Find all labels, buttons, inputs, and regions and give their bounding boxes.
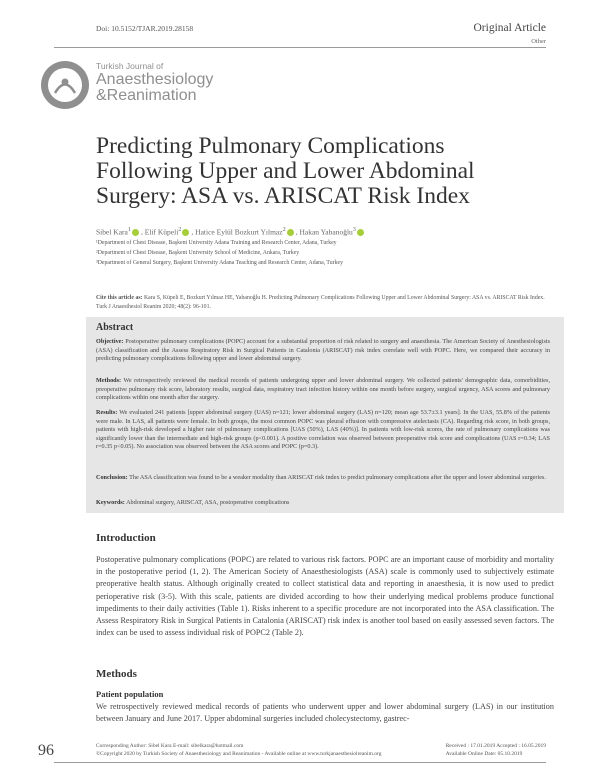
author-name: Elif Küpeli <box>144 227 179 237</box>
author-list: Sibel Kara$^1$ , Elif Küpeli$^2$ , Hatice Eylül Bozkurt Yılmaz$^2$ , Hakan Yabanoğlu$^3$ <box>96 226 556 237</box>
article-title: Predicting Pulmonary Complications Following Upper and Lower Abdominal Surgery: ASA vs. ARISCAT Risk Index <box>96 133 475 209</box>
conclusion-label: Conclusion: <box>96 474 128 481</box>
author-name: Hatice Eylül Bozkurt Yılmaz <box>195 227 283 237</box>
article-subtype: Other <box>531 38 546 45</box>
citation-text: Kara S, Küpeli E, Bozkurt Yılmaz HE, Yabanoğlu H. Predicting Pulmonary Complications Following Upper and Lower Abdominal Surgery: ASA vs. ARISCAT Risk Index. Turk J Anaesthesiol Reanim 2020; 48(2): 96-101. <box>96 295 545 310</box>
keywords-text: Abdominal surgery, ARISCAT, ASA, postoperative complications <box>126 499 290 506</box>
affiliation: ²Department of Chest Disease, Başkent University School of Medicine, Ankara, Turkey <box>96 250 300 256</box>
abstract-conclusion <box>96 474 550 483</box>
journal-name-line1: Turkish Journal of <box>96 61 164 71</box>
author-name: Hakan Yabanoğlu <box>299 227 353 237</box>
journal-name-line2: Anaesthesiology <box>96 70 214 88</box>
abstract-objective <box>96 338 550 364</box>
methods-text: We retrospectively reviewed the medical records of patients undergoing upper and lower abdominal surgery. We collected patients' demographic data, comorbidities, preoperative pulmonary risk score, laboratory results, surgical data, respiratory tract infection history within one month before surgery, surgical urgency, ASA scores and pulmonary complications within one month after the surgery. <box>96 377 551 401</box>
footer-divider <box>54 762 546 763</box>
citation-label: Cite this article as: <box>96 295 143 301</box>
author-affiliation-mark: 1 <box>127 226 131 233</box>
keywords-label: Keywords: <box>96 499 125 506</box>
journal-name-line3: &Reanimation <box>96 86 197 104</box>
results-text: We evaluated 241 patients [upper abdominal surgery (UAS) n=121; lower abdominal surgery (LAS) n=120; mean age 53.7±3.1 years]. In the UAS, 55.8% of the patients were male. In LAS, all patients were female. In both groups, the most common POPC was pleural effusion with compressive atelectasis (CA). Regarding risk score, in both groups, patients with high-risk developed a higher rate of pulmonary complications [UAS (50%), LAS (40%)]. In patients with low-risk scores, the rate of pulmonary complications was significantly lower than the intermediate and high-risk groups (p<0.001). A positive correlation was observed between preoperative risk score and complications (UAS r=0.34; LAS r=0.35 p<0.05). No association was observed between the ASA scores and POPC (p=0.3). <box>96 409 550 450</box>
methods-heading: Methods <box>96 668 137 680</box>
abstract-results <box>96 409 550 452</box>
online-date: Available Online Date: 05.10.2019 <box>445 751 523 757</box>
objective-label: Objective: <box>96 338 124 345</box>
doi: Doi: 10.5152/TJAR.2019.28158 <box>96 24 194 33</box>
abstract-methods <box>96 377 550 403</box>
results-label: Results: <box>96 409 118 416</box>
methods-label: Methods: <box>96 377 122 384</box>
orcid-icon[interactable] <box>357 229 364 236</box>
abstract-heading: Abstract <box>96 322 134 333</box>
author-name: Sibel Kara <box>96 227 128 237</box>
journal-logo-icon <box>38 58 92 112</box>
orcid-icon[interactable] <box>287 229 294 236</box>
author-affiliation-mark: 3 <box>352 226 356 233</box>
page-number: 96 <box>38 742 54 759</box>
patient-population-heading: Patient population <box>96 689 164 699</box>
footer-right <box>446 742 546 758</box>
received-dates: Received : 17.01.2019 Accepted : 16.05.2019 <box>445 743 546 749</box>
introduction-heading: Introduction <box>96 532 156 544</box>
article-type: Original Article <box>473 22 546 34</box>
citation <box>96 294 548 312</box>
author-affiliation-mark: 2 <box>178 226 182 233</box>
author-affiliation-mark: 2 <box>282 226 286 233</box>
corresponding-author: Corresponding Author: Sibel Kara E-mail: sibelkara@hotmail.com <box>96 743 244 749</box>
conclusion-text: The ASA classification was found to be a weaker modality than ARISCAT risk index to predict pulmonary complications after the upper and lower abdominal surgeries. <box>129 474 546 481</box>
introduction-text: Postoperative pulmonary complications (POPC) are related to various risk factors. POPC are an important cause of morbidity and mortality in the postoperative period (1, 2). The American Society of Anaesthesiologists (ASA) scale is commonly used to subjectively estimate preoperative health status. Although originally created to collect statistical data and reporting in anaesthesia, it is now used to predict perioperative risk (3-5). With this scale, patients are divided according to how their underlying medical problems produce functional impediments to their daily activities (Table 1). Risks inherent to a specific procedure are not incorporated into the ASA classification. The Assess Respiratory Risk in Surgical Patients in Catalonia (ARISCAT) risk index is another tool based on easily assessed seven factors. The index can be used to assess individual risk of POPC2 (Table 2). <box>96 555 554 638</box>
header-divider <box>54 47 546 48</box>
journal-name <box>96 62 213 104</box>
abstract-keywords <box>96 499 550 508</box>
objective-text: Postoperative pulmonary complications (POPC) account for a substantial proportion of risk related to surgery and anaesthesia. The American Society of Anesthesiologists (ASA) classification and the Assess Respiratory Risk in Surgical Patients in Catalonia (ARISCAT) risk index correlate well with POPC. Here, we compared their accuracy in predicting pulmonary complications following upper and lower abdominal surgery. <box>96 338 551 362</box>
copyright: ©Copyright 2020 by Turkish Society of Anaesthesiology and Reanimation - Available online at www.turkjanaesthesiolreanim.org <box>96 751 382 757</box>
methods-text: We retrospectively reviewed medical records of patients who underwent upper and lower abdominal surgery (LAS) in our institution between January and June 2017. Upper abdominal surgeries included cholecystectomy, gastrec- <box>96 702 554 724</box>
orcid-icon[interactable] <box>182 229 189 236</box>
affiliation: ¹Department of Chest Disease, Başkent University Adana Training and Research Center, Adana, Turkey <box>96 240 337 246</box>
footer-left <box>96 742 381 758</box>
affiliation: ³Department of General Surgery, Başkent University Adana Teaching and Research Center, Adana, Turkey <box>96 260 343 266</box>
orcid-icon[interactable] <box>132 229 139 236</box>
